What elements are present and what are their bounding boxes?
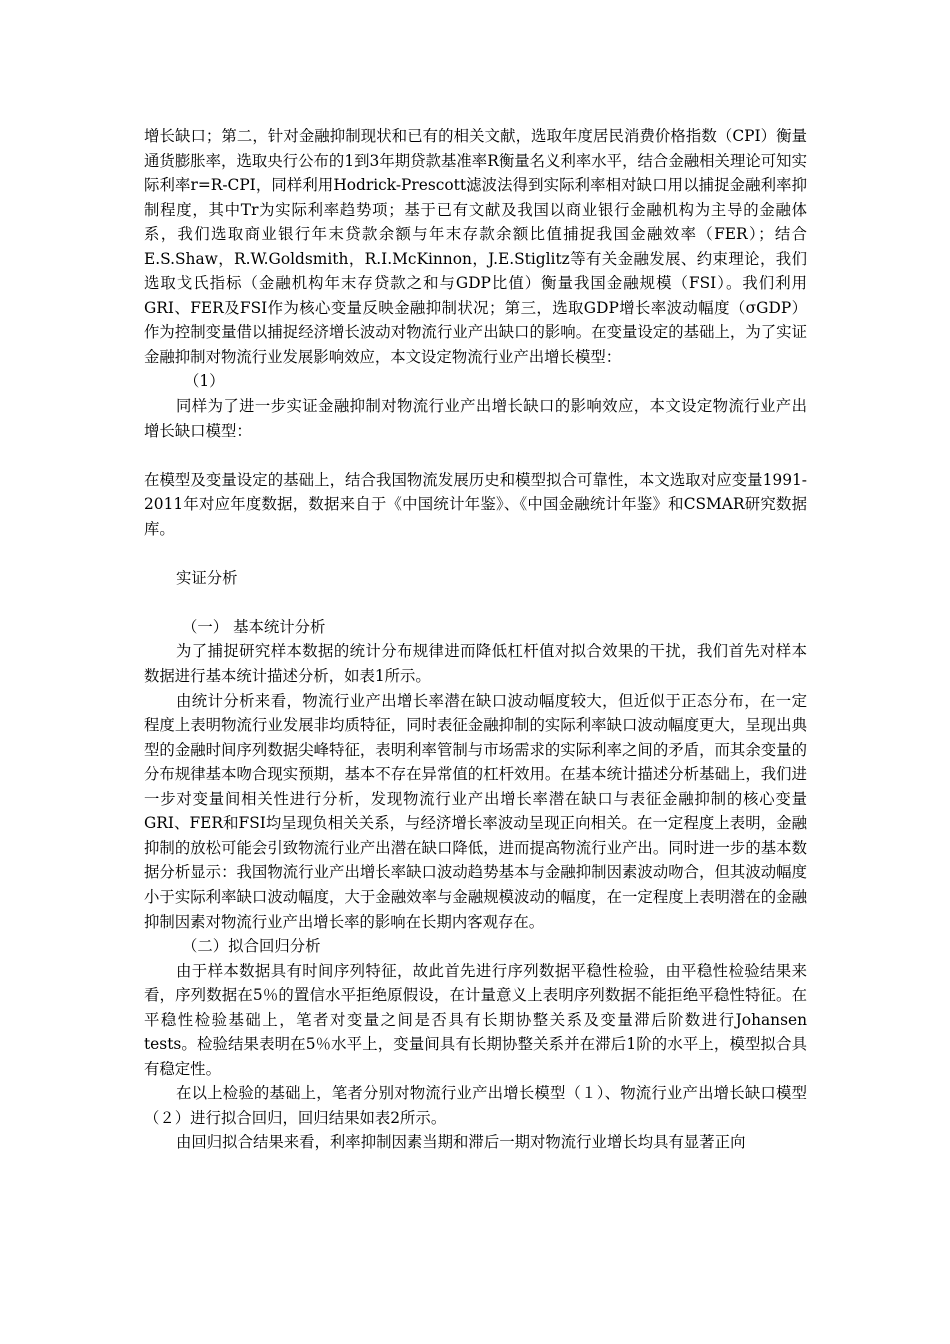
spacer xyxy=(144,590,807,615)
section-title: 实证分析 xyxy=(176,568,238,587)
document-body xyxy=(144,124,807,1155)
spacer xyxy=(144,541,807,566)
subsection-title-1: （一） 基本统计分析 xyxy=(182,617,326,636)
paragraph-data-source: 在模型及变量设定的基础上，结合我国物流发展历史和模型拟合可靠性，本文选取对应变量1991-2011年对应年度数据，数据来自于《中国统计年鉴》、《中国金融统计年鉴》和CSMAR研究数据库。 xyxy=(144,470,807,538)
paragraph-stats-analysis: 由统计分析来看，物流行业产出增长率潜在缺口波动幅度较大，但近似于正态分布，在一定程度上表明物流行业发展非均质特征，同时表征金融抑制的实际利率缺口波动幅度更大，呈现出典型的金融时间序列数据尖峰特征，表明利率管制与市场需求的实际利率之间的矛盾，而其余变量的分布规律基本吻合现实预期，基本不存在异常值的杠杆效用。在基本统计描述分析基础上，我们进一步对变量间相关性进行分析，发现物流行业产出增长率潜在缺口与表征金融抑制的核心变量GRI、FER和FSI均呈现负相关关系，与经济增长率波动呈现正向相关。在一定程度上表明，金融抑制的放松可能会引致物流行业产出潜在缺口降低，进而提高物流行业产出。同时进一步的基本数据分析显示：我国物流行业产出增长率缺口波动趋势基本与金融抑制因素波动吻合，但其波动幅度小于实际利率缺口波动幅度，大于金融效率与金融规模波动的幅度，在一定程度上表明潜在的金融抑制因素对物流行业产出增长率的影响在长期内客观存在。 xyxy=(144,691,807,931)
equation-label-1: （1） xyxy=(184,372,225,391)
paragraph-variables: 增长缺口；第二，针对金融抑制现状和已有的相关文献，选取年度居民消费价格指数（CPI）衡量通货膨胀率，选取央行公布的1到3年期贷款基准率R衡量名义利率水平，结合金融相关理论可知实际利率r=R-CPI，同样利用Hodrick-Prescott滤波法得到实际利率相对缺口用以捕捉金融利率抑制程度，其中Tr为实际利率趋势项；基于已有文献及我国以商业银行金融机构为主导的金融体系，我们选取商业银行年末贷款余额与年末存款余额比值捕捉我国金融效率（FER）；结合E.S.Shaw，R.W.Goldsmith，R.I.McKinnon，J.E.Stiglitz等有关金融发展、约束理论，我们选取戈氏指标（金融机构年末存贷款之和与GDP比值）衡量我国金融规模（FSI）。我们利用GRI、FER及FSI作为核心变量反映金融抑制状况；第三，选取GDP增长率波动幅度（σGDP）作为控制变量借以捕捉经济增长波动对物流行业产出缺口的影响。在变量设定的基础上，为了实证金融抑制对物流行业发展影响效应，本文设定物流行业产出增长模型： xyxy=(144,127,807,366)
paragraph-regression: 在以上检验的基础上，笔者分别对物流行业产出增长模型（１）、物流行业产出增长缺口模型（２）进行拟合回归，回归结果如表2所示。 xyxy=(144,1084,807,1127)
paragraph-stationarity: 由于样本数据具有时间序列特征，故此首先进行序列数据平稳性检验，由平稳性检验结果来看，序列数据在5％的置信水平拒绝原假设，在计量意义上表明序列数据不能拒绝平稳性特征。在平稳性检验基础上，笔者对变量之间是否具有长期协整关系及变量滞后阶数进行Johansen tests。检验结果表明在5％水平上，变量间具有长期协整关系并在滞后1阶的水平上，模型拟合具有稳定性。 xyxy=(144,961,807,1078)
equation-space xyxy=(144,443,807,468)
paragraph-basic-stats: 为了捕捉研究样本数据的统计分布规律进而降低杠杆值对拟合效果的干扰，我们首先对样本数据进行基本统计描述分析，如表1所示。 xyxy=(144,642,807,686)
paragraph-gap-model: 同样为了进一步实证金融抑制对物流行业产出增长缺口的影响效应，本文设定物流行业产出增长缺口模型： xyxy=(144,397,807,440)
paragraph-results: 由回归拟合结果来看，利率抑制因素当期和滞后一期对物流行业增长均具有显著正向 xyxy=(176,1133,746,1152)
subsection-title-2: （二）拟合回归分析 xyxy=(182,937,321,956)
